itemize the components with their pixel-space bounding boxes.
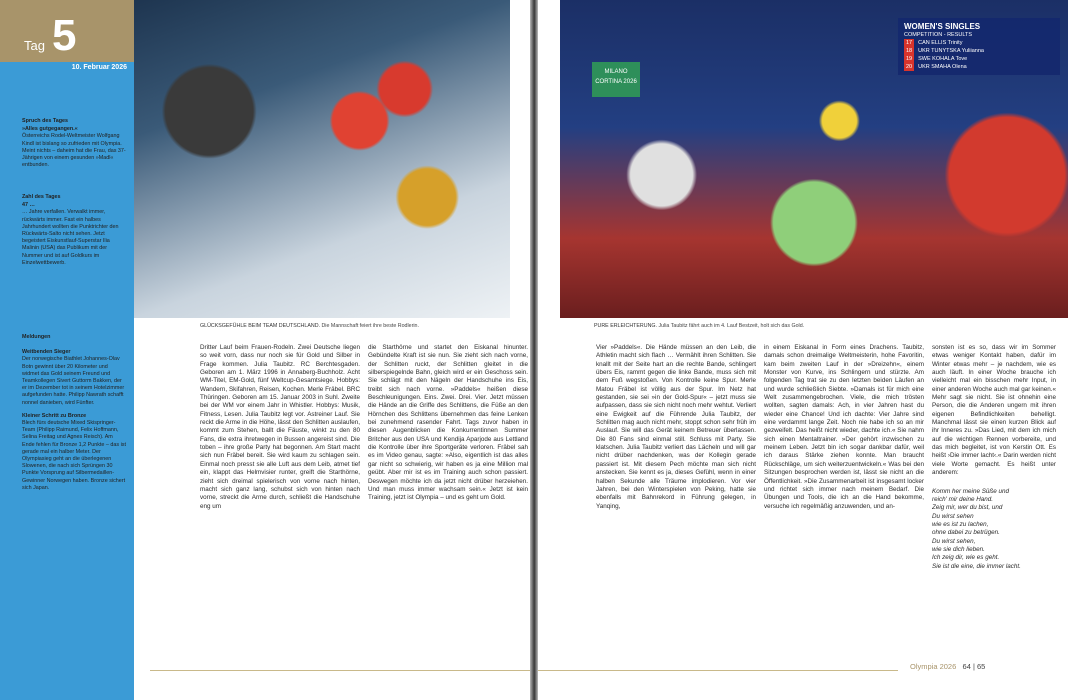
page-numbers: 64 | 65 bbox=[962, 662, 986, 671]
caption-right: PURE ERLEICHTERUNG. Julia Taubitz fährt auch im 4. Lauf Bestzeit, holt sich das Gold. bbox=[594, 323, 805, 329]
quote-context: Österreichs Rodel-Weltmeister Wolfgang Kindl ist bislang so zufrieden mit Olympia. Meint nichts – daheim hat die Frau, das 37-Jährigen von einem gesunden »Madl« entbunden. bbox=[22, 133, 126, 169]
scoreboard-row: 20 UKR SMAHA Olena bbox=[906, 64, 967, 70]
scoreboard-row: 18 UKR TUNYTSKA Yuliianna bbox=[906, 48, 984, 54]
quote-title: Spruch des Tages bbox=[22, 118, 69, 124]
scoreboard-title: WOMEN'S SINGLES bbox=[904, 22, 981, 31]
number-value: 47 … bbox=[22, 202, 35, 209]
text-column-3: Vier »Paddels«. Die Hände müssen an den Leib, die Athletin macht sich flach … Vermählt ihren Schlitten. Sie knallt mit der Seite hart an die rechte Bande, schlingert übers Eis, rammt gegen die linke Bande, muss sich mit dem Fuß wegstoßen. Von Kontrolle keine Spur. Merle Matou Fräbel ist völlig aus der Spur. Im Netz hat gestanden, sie sei »in der Gold-Spur« – jetzt muss sie aufpassen, dass sie sich nicht noch mehr wehtut. Verliert eine Ewigkeit auf die Führende Julia Taubitz, der Schlitten mag auch nicht mehr, stoppt schon sehr früh im Auslauf. Sie will das Gerät keinem Betreuer überlassen. Die 80 Fans sind einmal still. Schluss mit Party. Sie klatschen. Julia Taubitz verliert das Lächeln und will gar nicht drüber nachdenken, was der Kollegin gerade passiert ist. Mit diesem Pech möchte man sich nicht anstecken. Sie kennt es ja, dieses Gefühl, wenn in einer halben Sekunde alle Träume implodieren. Vor vier Jahren, bei den Winterspielen von Peking, hatte sie ebenfalls mit Bahnrekord in Führung gelegen, in Yanqing, bbox=[596, 344, 756, 510]
page-folio bbox=[910, 662, 985, 671]
photo-taubitz-celebration bbox=[560, 0, 1068, 318]
results-scoreboard bbox=[898, 18, 1060, 75]
news-1-text: Der norwegische Biathlet Johannes-Olav Botn gewinnt über 20 Kilometer und widmet das Gold seinem Freund und Teamkollegen Sivert Guttorm Bakken, der er im Dezember tot in seinem Hotelzimmer aufgefunden hatte. Philipp Nawrath schafft nonnel danieben, wird Fünfter. bbox=[22, 356, 125, 406]
scoreboard-subtitle: COMPETITION - RESULTS bbox=[904, 32, 973, 38]
scoreboard-row: 17 CAN ELLIS Trinity bbox=[906, 40, 963, 46]
news-1-title: Weitbenden Sieger bbox=[22, 349, 71, 356]
scoreboard-row: 19 SWE KOHALA Tove bbox=[906, 56, 968, 62]
number-text: … Jahre verfallen. Verwalkt immer, rückwärts immer. Fast ein halbes Jahrhundert wollten die Punktrichter den Rückwärts-Salto nicht sehen. Jetzt begeistert Eiskunstlauf-Superstar Ilia Malinin (USA) das Publikum mit der Nummer und ist auf Goldkurs im Einzelwettbewerb. bbox=[22, 209, 119, 266]
right-page bbox=[538, 0, 1068, 700]
caption-left: GLÜCKSGEFÜHLE BEIM TEAM DEUTSCHLAND. Die Mannschaft feiert ihre beste Rodlerin. bbox=[200, 323, 419, 329]
news-2-title: Kleiner Schritt zu Bronze bbox=[22, 412, 87, 419]
quote-text: »Alles gutgegangen.« bbox=[22, 126, 78, 133]
text-column-2: die Starthörne und startet den Eiskanal hinunter. Gebündelte Kraft ist sie nun. Sie zieht sich nach vorne, der Schlitten ruckt, der Schlitten gleitet in die silberspiegelnde Bahn, gleich wird er ein Geschoss sein. Sie schlägt mit den Nägeln der Handschuhe ins Eis, treibt sich nach vorne. »Paddels« heißen diese Beschleunigungen. Eins. Zwei. Drei. Vier. Jetzt müssen die Hände an die Griffe des Schlittens, die Füße an den Hörnchen des Schlittens übernehmen das feine Lenken bei zunehmend rasender Fahrt. Tags zuvor haben in diesen Augenblicken die Konkurrentinnen Summer Britcher aus den USA und Kendija Aparjode aus Lettland die Kontrolle über ihre Sportgeräte verloren. Fräbel sah es im Video genau, sagte: »Also, eigentlich ist das alles gar nicht so schwierig, wir haben es ja eine Million mal geübt. Aber mir ist es im Training auch schon passiert. Deswegen möchte ich da jetzt nicht drüber herzeiehen. Und man muss immer wachsam sein.« Jetzt ist kein Training, jetzt ist Olympia – und es geht um Gold. bbox=[368, 344, 528, 502]
date: 10. Februar 2026 bbox=[71, 64, 127, 71]
tag-number: 5 bbox=[52, 11, 77, 60]
footer-rule-left bbox=[150, 670, 530, 671]
number-title: Zahl des Tages bbox=[22, 194, 61, 200]
tag-label: Tag bbox=[24, 38, 45, 53]
footer-rule-right bbox=[538, 670, 898, 671]
number-of-the-day bbox=[22, 194, 126, 267]
quote-of-the-day bbox=[22, 118, 126, 169]
text-column-5: sonsten ist es so, dass wir im Sommer etwas weniger Kontakt haben, dafür im Winter etwas mehr – je nachdem, wie es auch läuft. In einer Woche brauche ich vielleicht mal ein bisschen mehr Input, in einer anderen Woche auch mal gar keinen.« Mehr sagt sie nicht. Sie ist ohnehin eine Person, die die Anderen ungern mit ihren eigenen Befindlichkeiten behelligt. Manchmal lässt sie einen kurzen Blick auf ihr Inneres zu. »Das Lied, mit dem ich mich auf die wichtigen Rennen vorbereite, und das mich begleitet, ist von Kerstin Ott. Es heißt ›Die immer lacht‹.« Darin werden nicht viele Worte gemacht. Es heißt unter anderem: Komm her meine Süße und reich' mir deine Hand. Zeig mir, wer du bist, und Du wirst sehen wie es ist zu lachen, ohne dabei zu betrügen. Du wirst sehen, wie sie dich lieben. Ich zeig dir, wie es geht. Sie ist die eine, die immer lacht. bbox=[932, 344, 1056, 570]
song-lyrics: Komm her meine Süße und reich' mir deine Hand. Zeig mir, wer du bist, und Du wirst sehen wie es ist zu lachen, ohne dabei zu betrügen. Du wirst sehen, wie sie dich lieben. Ich zeig dir, wie es geht. Sie ist die eine, die immer lacht. bbox=[932, 487, 1021, 570]
day-tag bbox=[0, 0, 134, 62]
page-gutter bbox=[530, 0, 538, 700]
left-page bbox=[0, 0, 530, 700]
text-column-4: in einem Eiskanal in Form eines Drachens. Taubitz, damals schon dreimalige Weltmeisterin, hohe Favoritin, kam beim zweiten Lauf in der »Dreizehn«, einem Monster von Kurve, ins Schlingern und stürzte. Am folgenden Tag trat sie zu den letzten beiden Läufen an und wurde schließlich Siebte. »Damals ist für mich eine Welt zusammengebrochen. Viele, die mich trösten wollten, sagten damals: Ach, in vier Jahren hast du wieder eine Chance! Und ich dachte: Vier Jahre sind eine verdammt lange Zeit. Noch nie habe ich so an mir gezweifelt. Das heißt nicht wieder, dachte ich.« Sie nahm sich einen Mentaltrainer. »Der gehört inzwischen zu meinem Leben. Jetzt bin ich sogar dankbar dafür, weil ich daraus Stärke ziehen konnte. Man braucht Rückschläge, um sich weiterzuentwickeln.« Was bei den Sitzungen besprochen werden ist, lässt sie nicht an die Öffentlichkeit. »Die Zusammenarbeit ist insgesamt locker und richtet sich immer nach meinem Bedarf. Die Übungen und Tools, die ich an die Hand bekomme, versuche ich regelmäßig anzuwenden, und an- bbox=[764, 344, 924, 510]
magazine-brand: Olympia 2026 bbox=[910, 662, 957, 671]
games-logo: MILANO CORTINA 2026 bbox=[592, 62, 640, 97]
photo-team-celebration bbox=[134, 0, 510, 318]
text-column-1: Dritter Lauf beim Frauen-Rodeln. Zwei Deutsche liegen so weit vorn, dass nur noch sie für Gold und Silber in Frage kommen. Julia Taubitz. RC Berchtesgaden. Geboren am 1. März 1996 in Annaberg-Buchholz. Acht WM-Titel, EM-Gold, fünf Weltcup-Gesamtsiege. Hobbys: Wandern, Skifahren, Reisen, Kochen. Merle Fräbel. BRC Thüringen. Geboren am 15. Januar 2003 in Suhl. Zweite bei der WM vor einem Jahr in Whistler. Hobbys: Musik, Fitness, Lesen. Julia Taubitz legt vor. Astreiner Lauf. Sie reckt die Arme in die Höhe, lässt den Schlitten auslaufen, kommt zum Stehen, ballt die Fäuste, winkt zu den 80 Fans, die extra ihretwegen in Bussen angereist sind. Die toben – ihre große Party hat begonnen. Am Start macht sich nun Fräbel bereit. Sie wird kaum zu schlagen sein. Einmal noch presst sie alle Luft aus dem Leib, atmet tief ein, klappt das Helmvisier runter, greift die Starthörne, zieht sich dreimal spielerisch von vorne nach hinten, macht sich ganz lang, schubst sich von hinten nach vorne, streckt die Arme durch, schließt die Handschuhe eng um bbox=[200, 344, 360, 510]
news-section bbox=[22, 334, 126, 492]
news-title: Meldungen bbox=[22, 334, 51, 340]
news-2-text: Blech fürs deutsche Mixed Skispringer-Team (Philipp Raimund, Felix Hoffmann, Selina Freitag und Agnes Reisch). Am Ende fehlen für Bronze 1,2 Punkte – das ist gerade mal ein halber Meter. Der Olympiasieg geht an die überlegenen Slowenen, die nach sich Sprüngen 30 Punkte Vorsprung auf Silbermedaillen-Gewinner Norwegen haben. Bronze sichert sich Japan. bbox=[22, 420, 126, 491]
